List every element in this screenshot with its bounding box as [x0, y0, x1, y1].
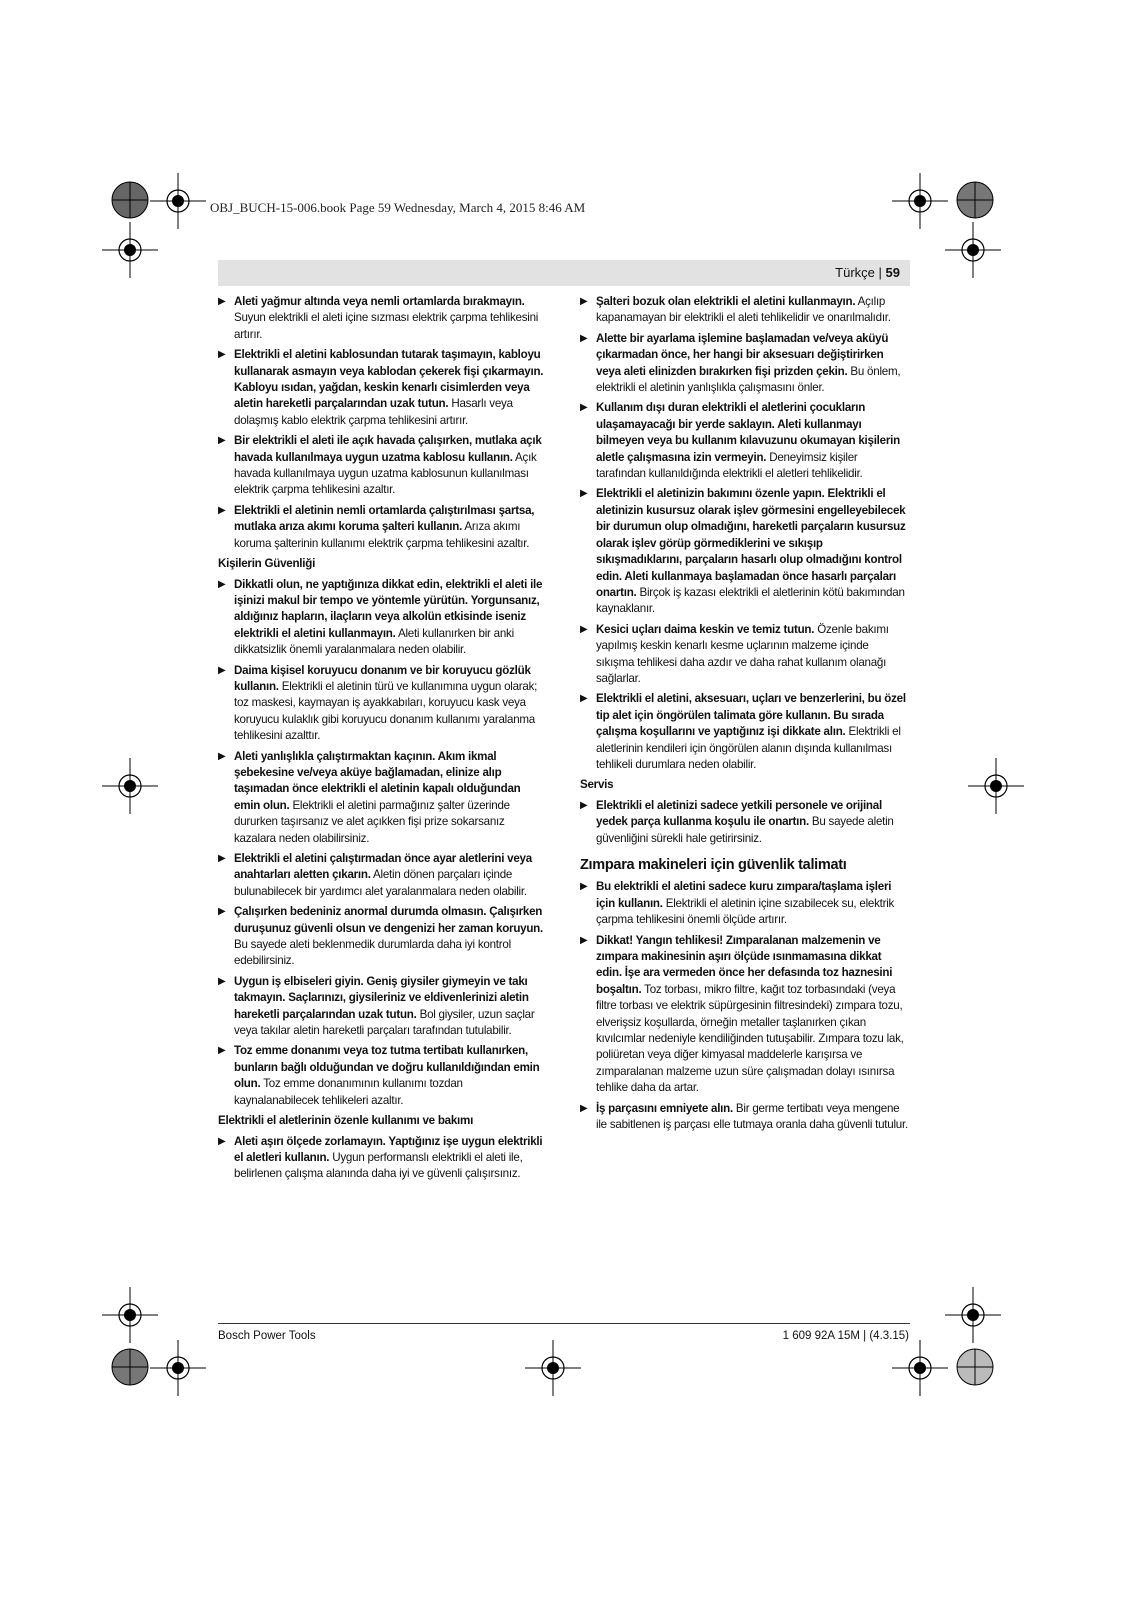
right-column [580, 294, 908, 1138]
bullet-arrow-icon: ▶ [580, 693, 588, 705]
registration-crosshair-icon [150, 1340, 206, 1396]
list-item [580, 486, 908, 617]
item-body-text: Özenle bakımı yapılmış keskin kenarlı kesme uçlarının malzeme içinde sıkışma tehlikesi daha azdır ve daha rahat kullanım olanağı sağlarlar. [596, 622, 889, 685]
list-item [580, 400, 908, 482]
item-body-text: Elektrikli el aletini parmağınız şalter üzerinde dururken taşırsanız ve alet açıkken fişi prize sokarsanız kazalara neden olabilirsiniz. [234, 798, 510, 845]
item-bold-text: Çalışırken bedeniniz anormal durumda olmasın. Çalışırken duruşunuz güvenli olsun ve dengenizi her zaman koruyun. [234, 905, 543, 935]
item-body-text: Bol giysiler, uzun saçlar veya takılar aletin hareketli parçaları tarafından tutulabilir. [234, 1007, 535, 1038]
list-item [580, 1101, 908, 1134]
item-body-text: Bu önlem, elektrikli el aletinin yanlışlıkla çalışmasını önler. [596, 364, 901, 395]
item-bold-text: Elektrikli el aletini kablosundan tutarak taşımayın, kabloyu kullanarak asmayın veya kablodan çekerek fişi çıkarmayın. Kabloyu ısıdan, yağdan, keskin kenarlı cisimlerden veya aletin hareketli parçalarından uzak tutun. [234, 348, 544, 411]
item-bold-text: Elektrikli el aletinizin bakımını özenle yapın. Elektrikli el aletinizin kusursuz olarak işlev görmesini engelleyebilecek bir durumun olup olmadığını, hareketli parçaların kusursuz olarak işlev görüp görmediklerini ve sıkışıp sıkışmadıklarını, parçaların hasarlı olup olmadığını kontrol edin. Aleti kullanmaya başlamadan önce hasarlı parçaları onartın. [596, 487, 906, 599]
registration-crosshair-icon [892, 173, 948, 229]
service-list [580, 798, 908, 847]
registration-crosshair-icon [892, 1340, 948, 1396]
tool-care-list-continued [580, 294, 908, 773]
list-item [218, 1043, 546, 1109]
list-item [580, 933, 908, 1097]
registration-crosshair-icon [102, 758, 158, 814]
bullet-arrow-icon: ▶ [218, 750, 226, 762]
footer-brand: Bosch Power Tools [218, 1330, 316, 1342]
list-item [218, 749, 546, 847]
list-item [580, 798, 908, 847]
calibration-dot-icon [110, 1347, 150, 1387]
item-body-text: Açılıp kapanamayan bir elektrikli el aleti tehlikelidir ve onarılmalıdır. [596, 295, 891, 325]
bullet-arrow-icon: ▶ [218, 504, 226, 516]
sander-safety-list [580, 879, 908, 1133]
item-bold-text: Şalteri bozuk olan elektrikli el aletini kullanmayın. [596, 295, 856, 308]
calibration-dot-icon [110, 180, 150, 220]
sander-safety-heading: Zımpara makineleri için güvenlik talimatı [580, 857, 847, 873]
item-bold-text: Aleti yağmur altında veya nemli ortamlarda bırakmayın. [234, 295, 525, 308]
item-bold-text: Aleti aşırı ölçede zorlamayın. Yaptığınız işe uygun elektrikli el aletleri kullanın. [234, 1134, 543, 1164]
calibration-dot-icon [955, 180, 995, 220]
registration-crosshair-icon [945, 222, 1001, 278]
bullet-arrow-icon: ▶ [218, 1045, 226, 1057]
item-bold-text: Kullanım dışı duran elektrikli el aletlerini çocukların ulaşamayacağı bir yerde saklayın. Aleti kullanmayı bilmeyen veya bu kullanım kılavuzunu okumayan kişilerin aletle çalışmasına izin vermeyin. [596, 401, 900, 464]
item-body-text: Elektrikli el aletinin türü ve kullanımına uygun olarak; toz maskesi, kaymayan iş ayakkabıları, koruyucu kask veya koruyucu kulaklık gibi koruyucu donanım kullanımı yaralanma tehlikesini azalttır. [234, 679, 538, 743]
bullet-arrow-icon: ▶ [218, 664, 226, 676]
bullet-arrow-icon: ▶ [218, 975, 226, 987]
intro-list [218, 294, 546, 552]
item-body-text: Uygun performanslı elektrikli el aleti ile, belirlenen çalışma alanında daha iyi ve güvenli çalışırsınız. [234, 1150, 523, 1181]
item-body-text: Toz torbası, mikro filtre, kağıt toz torbasındaki (veya filtre torbası ve elektrik süpürgesinin filtresindeki) zımpara tozu, elverişsiz koşullarda, örneğin metaller taşlanırken çıkan kıvılcımlar nedeniyle kendiliğinden tutuşabilir. Zımpara tozu lak, poliüretan veya diğer kimyasal maddelerle karışırsa ve zımparalanan malzeme uzun süre çalışmadan dolayı ısınırsa tehlike daha da artar. [596, 982, 904, 1095]
list-item [218, 433, 546, 499]
list-item [218, 577, 546, 659]
list-item [218, 347, 546, 429]
item-bold-text: Elektrikli el aletinin nemli ortamlarda çalıştırılması şartsa, mutlaka arıza akımı koruma şalteri kullanın. [234, 503, 535, 534]
list-item [580, 622, 908, 688]
footer-code: 1 609 92A 15M | (4.3.15) [782, 1330, 909, 1342]
list-item [218, 1134, 546, 1183]
bullet-arrow-icon: ▶ [580, 934, 588, 946]
item-bold-text: Toz emme donanımı veya toz tutma tertibatı kullanırken, bunların bağlı olduğundan ve doğru kullanıldığından emin olun. [234, 1044, 540, 1091]
page-header [835, 265, 900, 280]
item-body-text: Elektrikli el aletinin içine sızabilecek su, elektrik çarpma tehlikesini önemli ölçüde artırır. [596, 896, 895, 927]
bullet-arrow-icon: ▶ [218, 906, 226, 918]
item-bold-text: Dikkatli olun, ne yaptığınıza dikkat edin, elektrikli el aleti ile işinizi makul bir tempo ve yöntemle yürütün. Yorgunsanız, aldığınız hapların, ilaçların veya alkolün etkisinde iseniz elektrikli el aletini kullanmayın. [234, 577, 543, 640]
item-body-text: Açık havada kullanılmaya uygun uzatma kablosunun kullanılması elektrik çarpma tehlikesini azaltır. [234, 450, 537, 497]
personal-safety-heading: Kişilerin Güvenliği [218, 557, 316, 571]
item-body-text: Hasarlı veya dolaşmış kablo elektrik çarpma tehlikesini artırır. [234, 397, 513, 427]
item-body-text: Elektrikli el aletlerinin kendileri için öngörülen alanın dışında kullanılması tehlikeli durumlara neden olabilir. [596, 725, 901, 771]
list-item [218, 851, 546, 900]
item-bold-text: Elektrikli el aletini, aksesuarı, uçları ve benzerlerini, bu özel tip alet için öngörülen talimata göre kullanın. Bu sırada çalışma koşullarını ve yaptığınız işi dikkate alın. [596, 692, 906, 739]
item-body-text: Bu sayede aletin güvenliğini sürekli hale getirirsiniz. [596, 815, 894, 845]
item-bold-text: Aleti yanlışlıkla çalıştırmaktan kaçının. Akım ikmal şebekesine ve/veya aküye bağlamadan, elinize alıp taşımadan önce elektrikli el aletinin kapalı olduğundan emin olun. [234, 749, 521, 812]
bullet-arrow-icon: ▶ [218, 853, 226, 864]
item-bold-text: Daima kişisel koruyucu donanım ve bir koruyucu gözlük kullanın. [234, 663, 531, 693]
page-number: 59 [885, 265, 900, 280]
item-bold-text: Dikkat! Yangın tehlikesi! Zımparalanan malzemenin ve zımpara makinesinin aşırı ölçüde ısınmamasına dikkat edin. İşe ara vermeden önce her defasında toz haznesini boşaltın. [596, 933, 893, 996]
list-item [580, 879, 908, 928]
item-body-text: Bir germe tertibatı veya mengene ile sabitlenen iş parçası elle tutmaya oranla daha güvenli tutulur. [596, 1101, 908, 1132]
registration-crosshair-icon [102, 222, 158, 278]
bullet-arrow-icon: ▶ [580, 1102, 588, 1114]
tool-care-heading: Elektrikli el aletlerinin özenle kullanımı ve bakımı [218, 1114, 474, 1128]
item-body-text: Deneyimsiz kişiler tarafından kullanıldığında elektrikli el aletleri tehlikelidir. [596, 450, 863, 481]
item-bold-text: İş parçasını emniyete alın. [596, 1101, 733, 1115]
bullet-arrow-icon: ▶ [218, 435, 226, 447]
list-item [580, 294, 908, 327]
item-body-text: Aletin dönen parçaları içinde bulunabilecek bir yardımcı alet yaralanmalara neden olabilir. [234, 868, 527, 898]
item-body-text: Arıza akımı koruma şalterinin kullanımı elektrik çarpma tehlikesini azaltır. [234, 520, 530, 550]
registration-crosshair-icon [968, 758, 1024, 814]
registration-crosshair-icon [102, 1287, 158, 1343]
item-bold-text: Elektrikli el aletini çalıştırmadan önce ayar aletlerini veya anahtarları aletten çıkarın. [234, 852, 532, 882]
list-item [580, 331, 908, 397]
list-item [218, 904, 546, 970]
bullet-arrow-icon: ▶ [580, 488, 588, 500]
footer-rule [218, 1323, 910, 1324]
service-heading: Servis [580, 778, 614, 792]
header-separator: | [878, 265, 882, 280]
item-body-text: Toz emme donanımının kullanımı tozdan kaynalanabilecek tehlikeleri azaltır. [234, 1077, 463, 1107]
personal-safety-list [218, 577, 546, 1110]
list-item [218, 503, 546, 552]
bullet-arrow-icon: ▶ [218, 296, 226, 307]
item-bold-text: Bu elektrikli el aletini sadece kuru zımpara/taşlama işleri için kullanın. [596, 880, 892, 910]
item-body-text: Birçok iş kazası elektrikli el aletlerinin kötü bakımından kaynaklanır. [596, 585, 905, 616]
bullet-arrow-icon: ▶ [218, 578, 226, 590]
bullet-arrow-icon: ▶ [218, 349, 226, 361]
registration-crosshair-icon [150, 173, 206, 229]
item-body-text: Aleti kullanırken bir anki dikkatsizlik önemli yaralanmalara neden olabilir. [234, 626, 514, 657]
item-body-text: Suyun elektrikli el aleti içine sızması elektrik çarpma tehlikesini artırır. [234, 311, 539, 341]
header-language: Türkçe [835, 265, 875, 280]
print-slug: OBJ_BUCH-15-006.book Page 59 Wednesday, March 4, 2015 8:46 AM [210, 200, 586, 215]
item-bold-text: Alette bir ayarlama işlemine başlamadan ve/veya aküyü çıkarmadan önce, her hangi bir aksesuarı değiştirirken veya aleti elinizden bırakırken fişi prizden çekin. [596, 331, 889, 378]
item-bold-text: Kesici uçları daima keskin ve temiz tutun. [596, 622, 815, 636]
item-bold-text: Bir elektrikli el aleti ile açık havada çalışırken, mutlaka açık havada kullanılmaya uygun uzatma kablosu kullanın. [234, 434, 542, 464]
bullet-arrow-icon: ▶ [580, 799, 588, 811]
bullet-arrow-icon: ▶ [580, 881, 588, 893]
item-bold-text: Elektrikli el aletinizi sadece yetkili personele ve orijinal yedek parça kullanma koşulu ile onartın. [596, 798, 882, 829]
list-item [580, 691, 908, 773]
list-item [218, 663, 546, 745]
list-item [218, 974, 546, 1040]
calibration-dot-icon [955, 1347, 995, 1387]
page-header-band [218, 260, 910, 286]
registration-crosshair-icon [945, 1287, 1001, 1343]
item-bold-text: Uygun iş elbiseleri giyin. Geniş giysiler giymeyin ve takı takmayın. Saçlarınızı, giysileriniz ve eldivenlerinizi aletin hareketli parçalarından uzak tutun. [234, 974, 529, 1021]
bullet-arrow-icon: ▶ [218, 1135, 226, 1147]
registration-crosshair-icon [525, 1340, 581, 1396]
bullet-arrow-icon: ▶ [580, 402, 588, 414]
bullet-arrow-icon: ▶ [580, 332, 588, 344]
item-body-text: Bu sayede aleti beklenmedik durumlarda daha iyi kontrol edebilirsiniz. [234, 938, 511, 968]
left-column [218, 294, 546, 1187]
list-item [218, 294, 546, 343]
bullet-arrow-icon: ▶ [580, 296, 588, 307]
bullet-arrow-icon: ▶ [580, 623, 588, 635]
tool-care-list [218, 1134, 546, 1183]
